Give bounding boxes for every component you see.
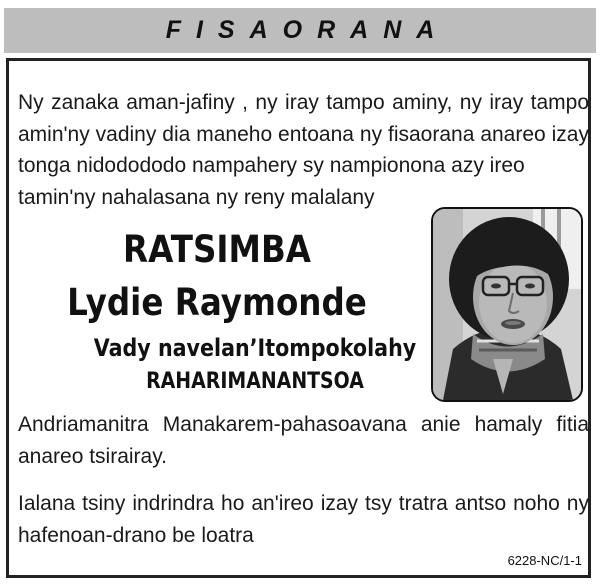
intro-text: Ny zanaka aman-jafiny , ny iray tampo aminy, ny iray tampo amin'ny vadiny dia maneho entoana ny fisaorana anareo izay tonga nidodododo nampahery sy nampionona azy ireo: [18, 91, 589, 177]
portrait-photo: [431, 207, 583, 402]
portrait-image: [433, 209, 581, 400]
intro-last-line: tamin'ny nahalasana ny reny malalany: [18, 185, 375, 209]
notice-title: FISAORANA: [165, 16, 450, 44]
spouse-line: Vady navelan’Itompokolahy: [93, 334, 417, 362]
prayer-paragraph: Andriamanitra Manakarem-pahasoavana anie hamaly fitia anareo tsirairay.: [18, 413, 589, 468]
spouse-name: RAHARIMANANTSOA: [146, 369, 364, 394]
closing-paragraph: Ialana tsiny indrindra ho an'ireo izay tsy tratra antso noho ny hafenoan-drano be loatra: [18, 492, 589, 547]
header-bar: [4, 8, 596, 53]
intro-paragraph: [18, 87, 589, 213]
reference-code: 6228-NC/1-1: [507, 553, 582, 568]
deceased-given-names: Lydie Raymonde: [67, 281, 367, 324]
deceased-surname: RATSIMBA: [123, 228, 311, 271]
